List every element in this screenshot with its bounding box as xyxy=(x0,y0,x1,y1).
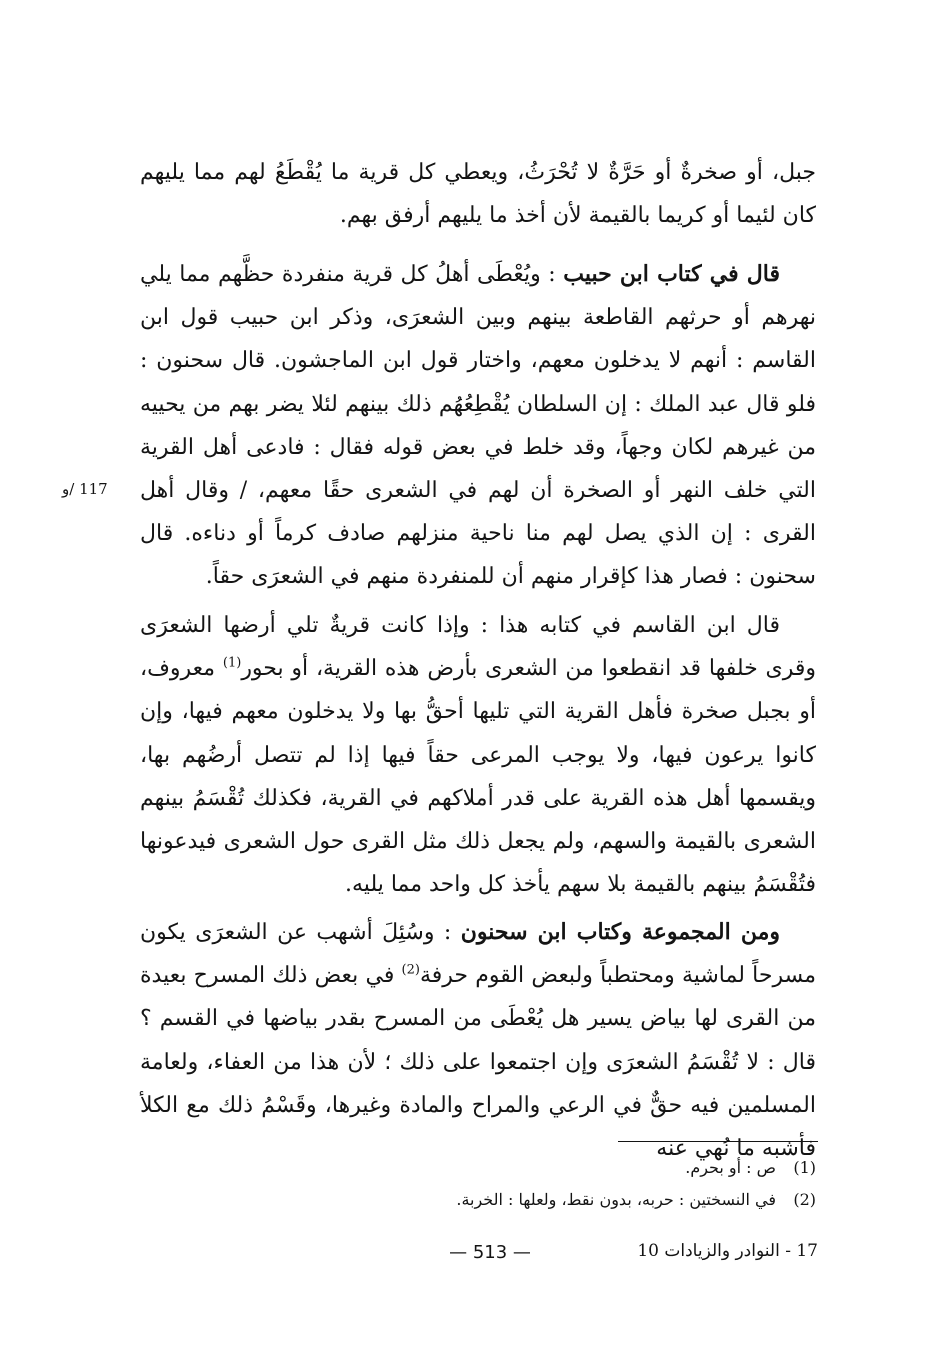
paragraph-2-text-before: قال ابن القاسم في كتابه هذا : وإذا كانت قريةٌ تلي أرضها الشعرَى وقرى خلفها قد انقطعوا من الشعرى بأرض هذه القرية، أو بحور xyxy=(140,613,817,682)
footnote-2-number: (2) xyxy=(793,1190,816,1209)
paragraph-3-text-after: في بعض ذلك المسرح بعيدة من القرى لها بياض يسير هل يُعْطَى من المسرح بقدر بياضها في القسم ؟ قال : لا تُقْسَمُ الشعرَى وإن اجتمعوا على ذلك ؛ لأن هذا من العفاء، ولعامة المسلمين فيه حقٌّ في الرعي والمراح والمادة وغيرها، وقَسْمُ ذلك مع الكلأ فأشبه ما نُهي عنه xyxy=(140,963,816,1162)
footnote-mark-1: (1) xyxy=(222,655,242,671)
footnote-1-text: ص : أو بحرم. xyxy=(685,1158,776,1177)
footnote-mark-2: (2) xyxy=(401,962,420,978)
paragraph-3 xyxy=(140,911,816,1170)
footnote-divider xyxy=(618,1141,818,1142)
paragraph-0 xyxy=(140,151,816,237)
paragraph-2-text-after: معروف، أو بجبل صخرة فأهل القرية التي تليها أحقُّ بها ولا يدخلون معهم فيها، وإن كانوا يرعون فيها، ولا يوجب المرعى حقاً فيها إذا لم تتصل أرضُهم بها، ويقسمها أهل هذه القرية على قدر أملاكهم في القرية، فكذلك تُقْسَمُ بينهم الشعرى بالقيمة والسهم، ولم يجعل ذلك مثل القرى حول الشعرى فيدعونها فتُقْسَمُ بينهم بالقيمة بلا سهم يأخذ كل واحد مما يليه. xyxy=(140,656,816,898)
footnote-1-number: (1) xyxy=(793,1158,816,1177)
footnote-2-text: في النسختين : حربه، بدون نقط، ولعلها : الخربة. xyxy=(456,1190,776,1209)
paragraph-1-lead: قال في كتاب ابن حبيب xyxy=(563,261,781,287)
paragraph-0-text: جبل، أو صخرةٌ أو حَرَّةٌ لا تُحْرَثُ، ويعطي كل قرية ما يُقْطَعُ لهم مما يليهم كان لئيما أو كريما بالقيمة لأن أخذ ما يليهم أرفق بهم. xyxy=(140,160,816,229)
printer-signature: 17 - النوادر والزيادات 10 xyxy=(637,1241,818,1261)
margin-folio-note: 117 /و xyxy=(62,480,108,498)
page-number: — 513 — xyxy=(449,1242,531,1263)
footnote-2 xyxy=(300,1184,816,1216)
footnote-1 xyxy=(300,1152,816,1184)
paragraph-1 xyxy=(140,253,816,599)
paragraph-3-text-before: : وسُئِلَ أشهب عن الشعرَى يكون مسرحاً لماشية ومحتطباً ولبعض القوم حرفة xyxy=(140,920,816,989)
paragraph-1-text: : ويُعْطَى أهلُ كل قرية منفردة حظَّهم مما يلي نهرهم أو حرثهم القاطعة بينهم وبين الشعرَى، وذكر ابن حبيب قول ابن القاسم : أنهم لا يدخلون معهم، واختار قول ابن الماجشون. قال سحنون : فلو قال عبد الملك : إن السلطان يُقْطِعُهُم ذلك بينهم لئلا يضر بهم من يحييه من غيرهم لكان وجهاً، وقد خلط في بعض قوله فقال : فادعى أهل القرية التي خلف النهر أو الصخرة أن لهم في الشعرى حقًا معهم، / وقال أهل القرى : إن الذي يصل لهم منا ناحية منزلهم صادف كرماً أو دناءه. قال سحنون : فصار هذا كإقرار منهم أن للمنفردة منهم في الشعرَى حقاً. xyxy=(140,262,816,590)
footnotes xyxy=(300,1152,816,1216)
paragraph-3-lead: ومن المجموعة وكتاب ابن سحنون xyxy=(460,919,780,945)
paragraph-2 xyxy=(140,604,816,906)
